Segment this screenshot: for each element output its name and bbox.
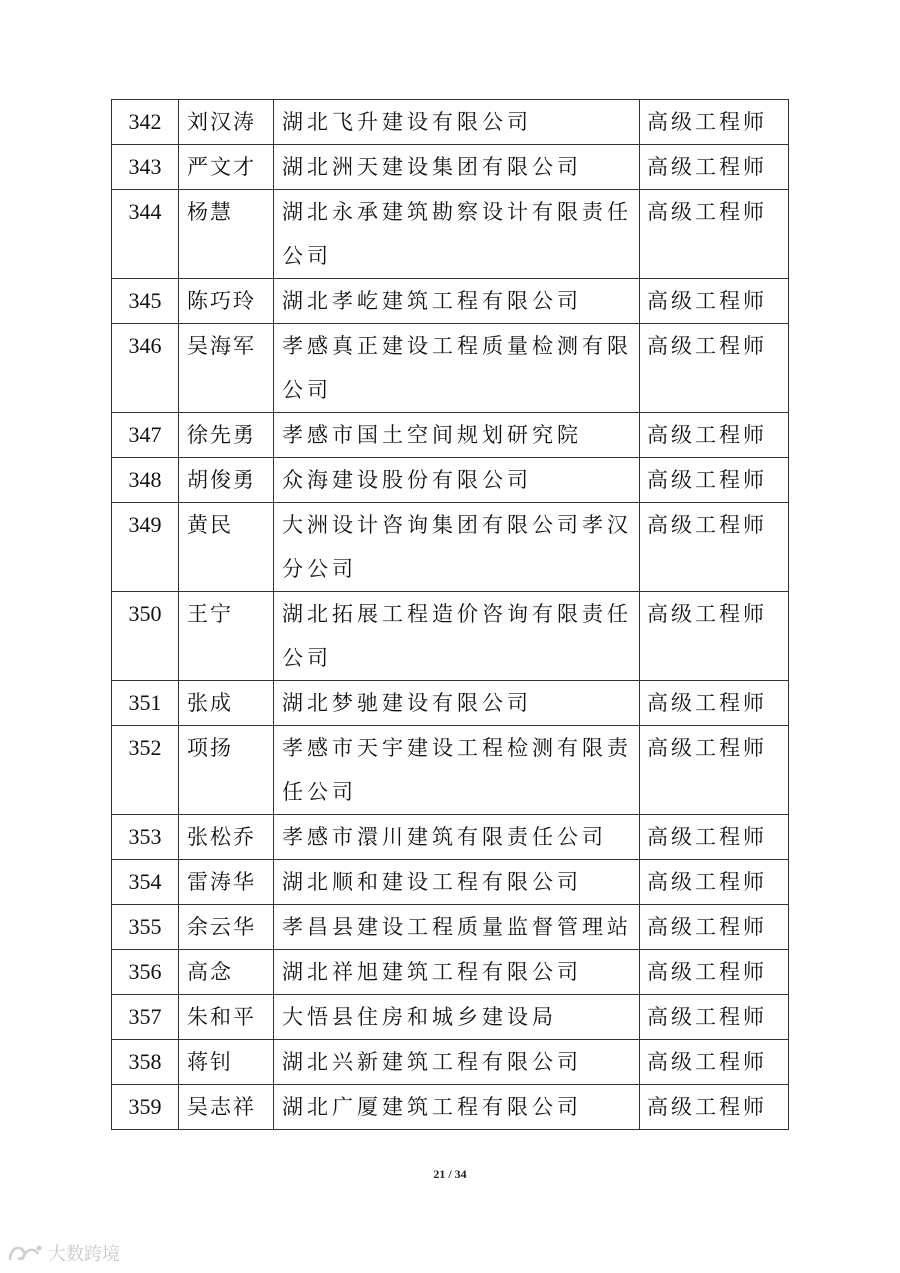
organization: 湖北梦驰建设有限公司 — [274, 681, 640, 726]
organization: 众海建设股份有限公司 — [274, 458, 640, 503]
table-row — [112, 324, 789, 413]
organization: 孝感市国土空间规划研究院 — [274, 413, 640, 458]
row-number: 356 — [112, 950, 179, 995]
table-row — [112, 905, 789, 950]
watermark-text: 大数跨境 — [48, 1244, 120, 1265]
table-row — [112, 726, 789, 815]
professional-title: 高级工程师 — [640, 815, 789, 860]
professional-title: 高级工程师 — [640, 860, 789, 905]
table-row — [112, 279, 789, 324]
table-row — [112, 950, 789, 995]
person-name: 陈巧玲 — [179, 279, 274, 324]
table-row — [112, 995, 789, 1040]
page-number: 21 / 34 — [433, 1167, 467, 1181]
person-name: 徐先勇 — [179, 413, 274, 458]
organization: 湖北洲天建设集团有限公司 — [274, 145, 640, 190]
row-number: 355 — [112, 905, 179, 950]
table-row — [112, 145, 789, 190]
professional-title: 高级工程师 — [640, 190, 789, 279]
professional-title: 高级工程师 — [640, 279, 789, 324]
table-row — [112, 592, 789, 681]
professional-title: 高级工程师 — [640, 592, 789, 681]
organization: 湖北祥旭建筑工程有限公司 — [274, 950, 640, 995]
person-name: 黄民 — [179, 503, 274, 592]
organization: 孝感市天宇建设工程检测有限责任公司 — [274, 726, 640, 815]
table-row — [112, 1040, 789, 1085]
organization: 大悟县住房和城乡建设局 — [274, 995, 640, 1040]
personnel-table — [111, 99, 789, 1130]
table-row — [112, 1085, 789, 1130]
organization: 大洲设计咨询集团有限公司孝汉分公司 — [274, 503, 640, 592]
professional-title: 高级工程师 — [640, 950, 789, 995]
row-number: 357 — [112, 995, 179, 1040]
professional-title: 高级工程师 — [640, 458, 789, 503]
row-number: 347 — [112, 413, 179, 458]
row-number: 359 — [112, 1085, 179, 1130]
row-number: 349 — [112, 503, 179, 592]
table-row — [112, 681, 789, 726]
person-name: 严文才 — [179, 145, 274, 190]
row-number: 344 — [112, 190, 179, 279]
person-name: 王宁 — [179, 592, 274, 681]
table-row — [112, 503, 789, 592]
organization: 湖北孝屹建筑工程有限公司 — [274, 279, 640, 324]
professional-title: 高级工程师 — [640, 681, 789, 726]
person-name: 项扬 — [179, 726, 274, 815]
table-row — [112, 100, 789, 145]
professional-title: 高级工程师 — [640, 413, 789, 458]
table-row — [112, 815, 789, 860]
row-number: 345 — [112, 279, 179, 324]
professional-title: 高级工程师 — [640, 726, 789, 815]
professional-title: 高级工程师 — [640, 1085, 789, 1130]
table-row — [112, 458, 789, 503]
row-number: 342 — [112, 100, 179, 145]
row-number: 343 — [112, 145, 179, 190]
row-number: 350 — [112, 592, 179, 681]
table-body — [112, 100, 789, 1130]
row-number: 352 — [112, 726, 179, 815]
organization: 湖北拓展工程造价咨询有限责任公司 — [274, 592, 640, 681]
person-name: 张松乔 — [179, 815, 274, 860]
professional-title: 高级工程师 — [640, 905, 789, 950]
row-number: 351 — [112, 681, 179, 726]
organization: 湖北飞升建设有限公司 — [274, 100, 640, 145]
row-number: 346 — [112, 324, 179, 413]
person-name: 杨慧 — [179, 190, 274, 279]
person-name: 朱和平 — [179, 995, 274, 1040]
row-number: 354 — [112, 860, 179, 905]
person-name: 胡俊勇 — [179, 458, 274, 503]
row-number: 353 — [112, 815, 179, 860]
professional-title: 高级工程师 — [640, 995, 789, 1040]
person-name: 张成 — [179, 681, 274, 726]
organization: 孝感真正建设工程质量检测有限公司 — [274, 324, 640, 413]
row-number: 358 — [112, 1040, 179, 1085]
table-row — [112, 190, 789, 279]
professional-title: 高级工程师 — [640, 324, 789, 413]
organization: 孝昌县建设工程质量监督管理站 — [274, 905, 640, 950]
table-row — [112, 413, 789, 458]
professional-title: 高级工程师 — [640, 503, 789, 592]
organization: 湖北广厦建筑工程有限公司 — [274, 1085, 640, 1130]
person-name: 吴海军 — [179, 324, 274, 413]
person-name: 余云华 — [179, 905, 274, 950]
row-number: 348 — [112, 458, 179, 503]
professional-title: 高级工程师 — [640, 100, 789, 145]
organization: 孝感市澴川建筑有限责任公司 — [274, 815, 640, 860]
person-name: 高念 — [179, 950, 274, 995]
professional-title: 高级工程师 — [640, 1040, 789, 1085]
person-name: 刘汉涛 — [179, 100, 274, 145]
organization: 湖北顺和建设工程有限公司 — [274, 860, 640, 905]
person-name: 吴志祥 — [179, 1085, 274, 1130]
person-name: 雷涛华 — [179, 860, 274, 905]
table-row — [112, 860, 789, 905]
person-name: 蒋钊 — [179, 1040, 274, 1085]
organization: 湖北兴新建筑工程有限公司 — [274, 1040, 640, 1085]
organization: 湖北永承建筑勘察设计有限责任公司 — [274, 190, 640, 279]
professional-title: 高级工程师 — [640, 145, 789, 190]
brand-logo-icon — [6, 1240, 44, 1266]
watermark — [6, 1240, 120, 1266]
